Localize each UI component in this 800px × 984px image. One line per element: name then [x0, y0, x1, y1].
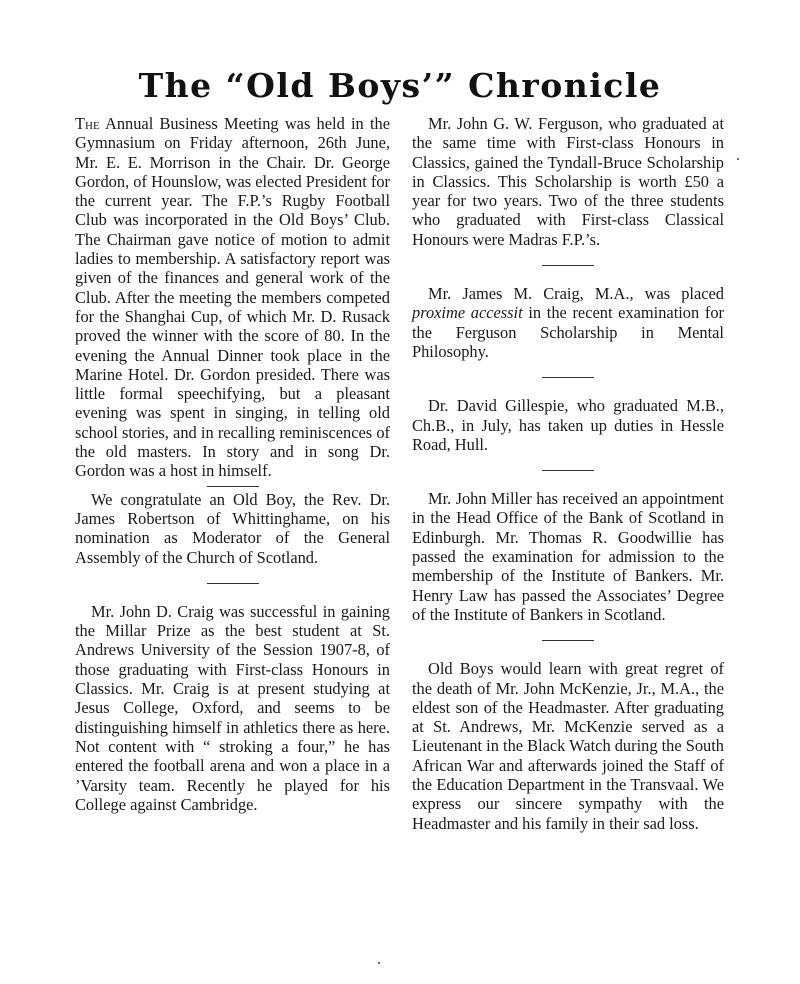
- section-divider: [542, 265, 594, 266]
- paragraph-lead-word: The: [75, 114, 100, 133]
- paragraph-text: Mr. James M. Craig, M.A., was placed: [428, 284, 724, 304]
- section-divider: [207, 486, 259, 487]
- paragraph-moderator: We congratulate an Old Boy, the Rev. Dr. James Robertson of Whittinghame, on his nomination as Moderator of the General Assembly of the Church of Scotland.: [75, 489, 390, 567]
- paragraph-ferguson: Mr. John G. W. Ferguson, who graduated at the same time with First-class Honours in Classics, gained the Tyndall-Bruce Scholarship in Classics. This Scholarship is worth £50 a year for two years. Two of the three students who graduated with First-class Classical Honours were Madras F.P.’s.: [412, 114, 724, 249]
- section-divider: [542, 470, 594, 471]
- paragraph-annual-meeting: [75, 114, 390, 481]
- right-column: [412, 114, 724, 833]
- print-speck: [378, 962, 380, 964]
- paragraph-millar-prize: Mr. John D. Craig was successful in gaining the Millar Prize as the best student at St. Andrews University of the Session 1907-8, of those graduating with First-class Honours in Classics. Mr. Craig is at present studying at Jesus College, Oxford, and seems to be distinguishing himself in athletics there as here. Not content with “ stroking a four,” he has entered the football arena and won a place in a ’Varsity team. Recently he played for his College against Cambridge.: [75, 601, 390, 814]
- section-divider: [542, 377, 594, 378]
- paragraph-gillespie: Dr. David Gillespie, who graduated M.B., Ch.B., in July, has taken up duties in Hessle Road, Hull.: [412, 396, 724, 454]
- page-title: The “Old Boys’” Chronicle: [138, 66, 662, 105]
- paragraph-text: Annual Business Meeting was held in the Gymnasium on Friday afternoon, 26th June, Mr. E. E. Morrison in the Chair. Dr. George Gordon, of Hounslow, was elected President for the current year. The F.P.’s Rugby Football Club was incorporated in the Old Boys’ Club. The Chairman gave notice of motion to admit ladies to membership. A satisfactory report was given of the finances and general work of the Club. After the meeting the members competed for the Shanghai Cup, of which Mr. D. Rusack proved the winner with the score of 80. In the evening the Annual Dinner took place in the Marine Hotel. Dr. Gordon presided. There was little formal speechifying, but a pleasant evening was spent in singing, in telling old school stories, and in recalling reminiscences of the old masters. In story and in song Dr. Gordon was a host in himself.: [75, 114, 390, 481]
- paragraph-mckenzie: Old Boys would learn with great regret of the death of Mr. John McKenzie, Jr., M.A., the eldest son of the Headmaster. After graduating at St. Andrews, Mr. McKenzie served as a Lieutenant in the Black Watch during the South African War and afterwards joined the Staff of the Education Department in the Transvaal. We express our sincere sympathy with the Headmaster and his family in their sad loss.: [412, 659, 725, 833]
- left-column: [75, 114, 390, 814]
- paragraph-craig-accessit: [412, 284, 724, 361]
- paragraph-bankers: Mr. John Miller has received an appointment in the Head Office of the Bank of Scotland in Edinburgh. Mr. Thomas R. Goodwillie has passed the examination for admission to the membership of the Institute of Bankers. Mr. Henry Law has passed the Associates’ Degree of the Institute of Bankers in Scotland.: [412, 489, 724, 624]
- paragraph-text: in the recent examination for the Ferguson Scholarship in Mental Philosophy.: [412, 303, 724, 361]
- section-divider: [542, 640, 594, 641]
- italic-phrase: proxime accessit: [412, 303, 523, 323]
- print-speck: [737, 158, 739, 160]
- section-divider: [207, 583, 259, 584]
